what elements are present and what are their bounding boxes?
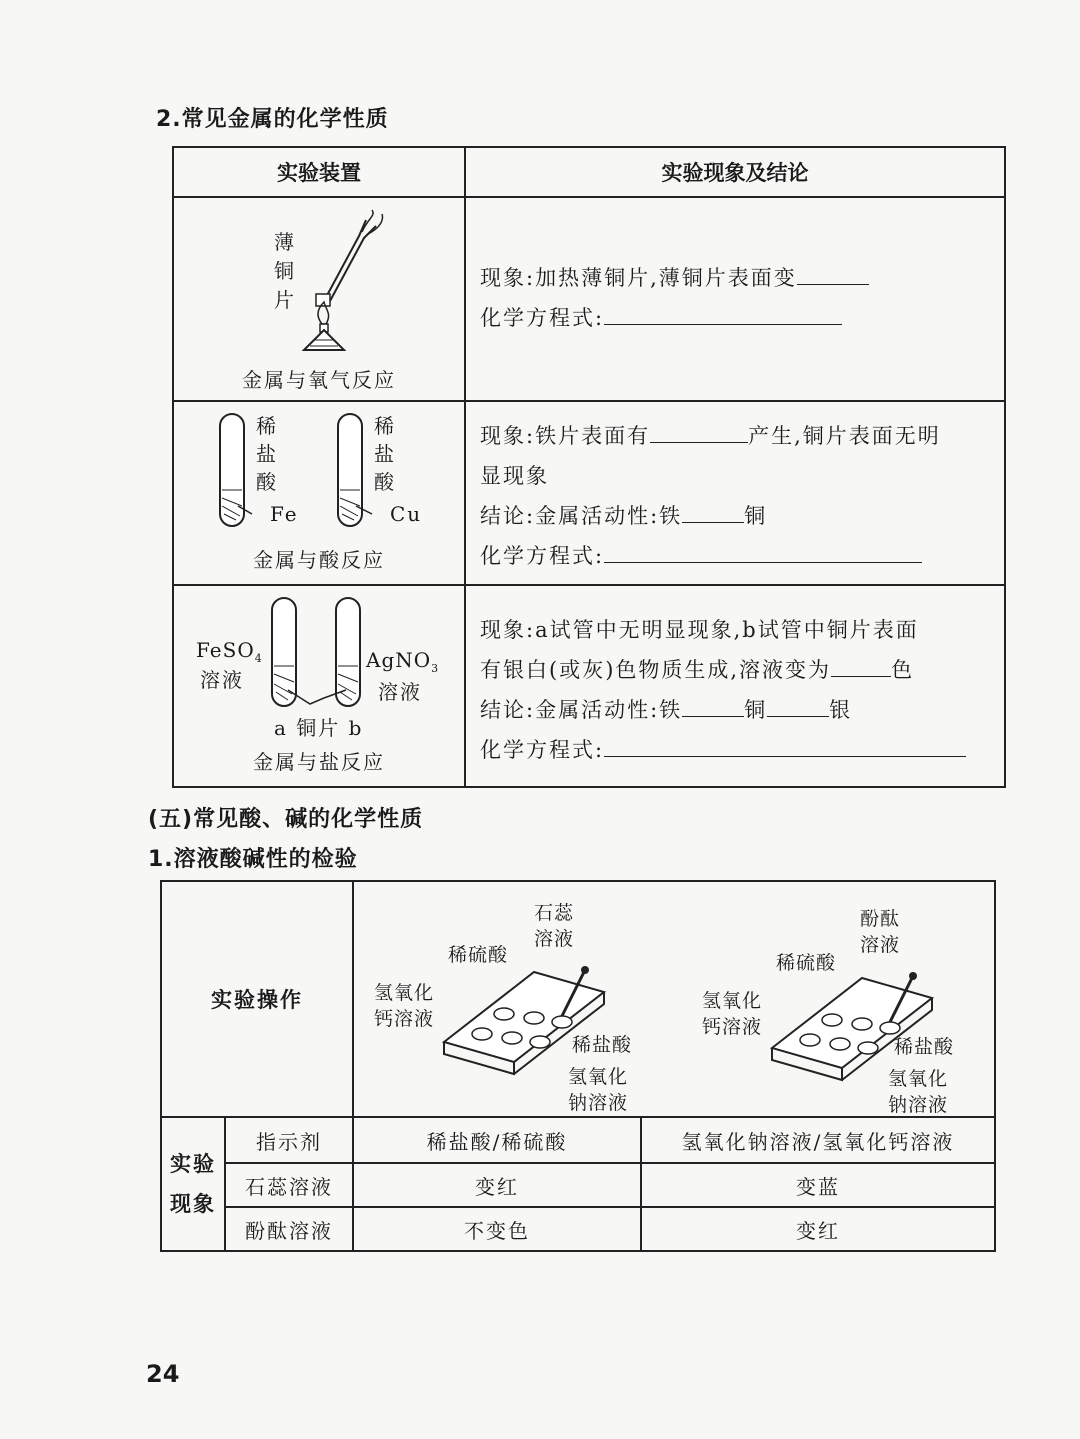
blank-bubbles[interactable] xyxy=(650,424,748,443)
blank-activity-fe-cu[interactable] xyxy=(682,504,744,523)
row3-line3a: 结论:金属活动性:铁 xyxy=(480,698,683,722)
acid-label-right-1: 稀 xyxy=(374,414,396,438)
row1-apparatus xyxy=(173,197,465,401)
row3-line3c: 银 xyxy=(829,698,853,722)
agno3-label: AgNO xyxy=(366,648,432,672)
row1-line2: 化学方程式: xyxy=(480,306,605,330)
acid-col-header: 稀盐酸/稀硫酸 xyxy=(353,1117,641,1163)
phenolphthalein-base-result: 变红 xyxy=(641,1207,995,1251)
row1-caption: 金属与氧气反应 xyxy=(242,368,396,392)
blank-equation-acid[interactable] xyxy=(604,544,922,563)
blank-surface-color[interactable] xyxy=(797,266,869,285)
phenolphthalein-acid-result: 不变色 xyxy=(353,1207,641,1251)
row3-caption: 金属与盐反应 xyxy=(253,750,385,774)
acid-label-left-3: 酸 xyxy=(256,470,278,494)
acid-label-right-2: 盐 xyxy=(374,442,396,466)
cu-label: Cu xyxy=(390,502,423,526)
row3-line3b: 铜 xyxy=(744,698,768,722)
indicator-litmus: 石蕊溶液 xyxy=(225,1163,353,1207)
row1-phenomenon xyxy=(465,197,1005,401)
phenomenon-label-1: 实验 xyxy=(170,1152,216,1176)
header-phenomenon: 实验现象及结论 xyxy=(465,147,1005,197)
phenolphthalein-label-2: 溶液 xyxy=(860,934,901,956)
row3-phenomenon xyxy=(465,585,1005,787)
row2-line1b: 产生,铜片表面无明 xyxy=(748,424,941,448)
operation-label: 实验操作 xyxy=(161,881,353,1117)
litmus-base-result: 变蓝 xyxy=(641,1163,995,1207)
litmus-acid-result: 变红 xyxy=(353,1163,641,1207)
phenomenon-label-2: 现象 xyxy=(170,1192,216,1216)
litmus-label-1: 石蕊 xyxy=(534,902,575,924)
blank-equation-salt[interactable] xyxy=(604,738,966,757)
row3-apparatus xyxy=(173,585,465,787)
agno3-solution-label: 溶液 xyxy=(378,680,422,704)
blank-activity-cu-ag[interactable] xyxy=(767,698,829,717)
fe-label: Fe xyxy=(270,502,299,526)
left-hcl-label: 稀盐酸 xyxy=(572,1034,633,1056)
blank-equation-oxygen[interactable] xyxy=(604,306,842,325)
header-apparatus: 实验装置 xyxy=(173,147,465,197)
section-5-title: (五)常见酸、碱的化学性质 xyxy=(148,807,424,832)
base-col-header: 氢氧化钠溶液/氢氧化钙溶液 xyxy=(641,1117,995,1163)
right-hcl-label: 稀盐酸 xyxy=(894,1036,955,1058)
blank-activity-fe-cu-salt[interactable] xyxy=(682,698,744,717)
copper-sheet-label-2: 铜 xyxy=(274,259,296,283)
phenomenon-label xyxy=(161,1117,225,1251)
row2-line2: 显现象 xyxy=(480,464,549,488)
indicator-col-header: 指示剂 xyxy=(225,1117,353,1163)
row2-line3a: 结论:金属活动性:铁 xyxy=(480,504,683,528)
indicator-phenolphthalein: 酚酞溶液 xyxy=(225,1207,353,1251)
agno3-subscript: 3 xyxy=(431,662,440,675)
row2-line1a: 现象:铁片表面有 xyxy=(480,424,651,448)
acid-label-left-2: 盐 xyxy=(256,442,278,466)
phenolphthalein-label-1: 酚酞 xyxy=(860,908,901,930)
feso4-label: FeSO xyxy=(196,638,255,662)
copper-sheet-label-3: 片 xyxy=(274,288,296,312)
row2-caption: 金属与酸反应 xyxy=(253,548,385,572)
row3-line2b: 色 xyxy=(891,658,915,682)
page-number: 24 xyxy=(146,1360,180,1388)
right-caoh-label-1: 氢氧化 xyxy=(702,990,763,1012)
left-caoh-label-2: 钙溶液 xyxy=(374,1008,435,1030)
acid-label-right-3: 酸 xyxy=(374,470,396,494)
row2-apparatus xyxy=(173,401,465,585)
left-caoh-label-1: 氢氧化 xyxy=(374,982,435,1004)
row3-line1: 现象:a试管中无明显现象,b试管中铜片表面 xyxy=(480,618,919,642)
indicator-table xyxy=(160,880,996,1252)
row1-line1: 现象:加热薄铜片,薄铜片表面变 xyxy=(480,266,797,290)
operation-figures xyxy=(353,881,995,1117)
row2-line3b: 铜 xyxy=(744,504,768,528)
salt-test-tubes-figure xyxy=(254,594,384,724)
metal-properties-table xyxy=(172,146,1006,788)
copper-sheet-label-1: 薄 xyxy=(274,230,296,254)
row3-line2a: 有银白(或灰)色物质生成,溶液变为 xyxy=(480,658,832,682)
acid-label-left-1: 稀 xyxy=(256,414,278,438)
tube-b-label: b xyxy=(348,716,364,740)
feso4-subscript: 4 xyxy=(254,652,263,665)
right-naoh-label-1: 氢氧化 xyxy=(888,1068,949,1090)
subsection-1-title: 1.溶液酸碱性的检验 xyxy=(148,847,358,872)
right-h2so4-label: 稀硫酸 xyxy=(776,952,837,974)
blank-solution-color[interactable] xyxy=(831,658,891,677)
left-naoh-label-2: 钠溶液 xyxy=(568,1092,629,1114)
alcohol-lamp-tongs-figure xyxy=(284,206,394,356)
left-h2so4-label: 稀硫酸 xyxy=(448,944,509,966)
right-naoh-label-2: 钠溶液 xyxy=(888,1094,949,1116)
copper-strip-label: 铜片 xyxy=(296,716,341,740)
right-caoh-label-2: 钙溶液 xyxy=(702,1016,763,1038)
row2-line4: 化学方程式: xyxy=(480,544,605,568)
row3-line4: 化学方程式: xyxy=(480,738,605,762)
section-2-title: 2.常见金属的化学性质 xyxy=(156,107,389,132)
tube-a-label: a xyxy=(274,716,288,740)
feso4-solution-label: 溶液 xyxy=(200,668,244,692)
left-naoh-label-1: 氢氧化 xyxy=(568,1066,629,1088)
litmus-label-2: 溶液 xyxy=(534,928,575,950)
row2-phenomenon xyxy=(465,401,1005,585)
